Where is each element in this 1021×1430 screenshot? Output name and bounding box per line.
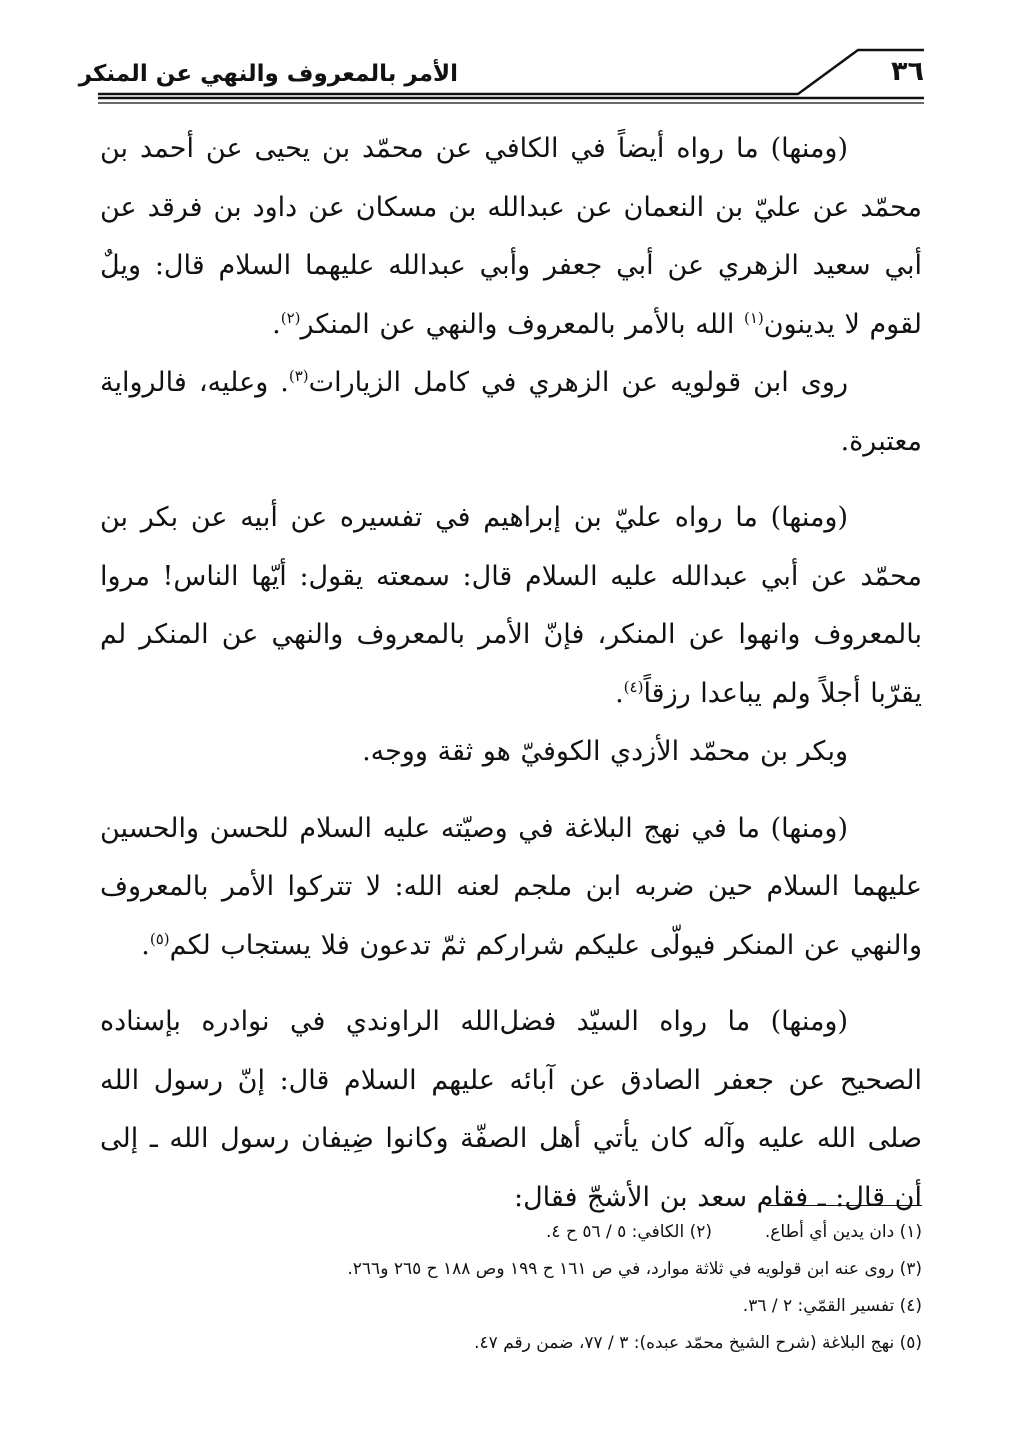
paragraph-6-text: (ومنها) ما رواه السيّد فضل‌الله الراوندي في نوادره بإسناده الصحيح عن جعفر الصادق عن آبائه عليهم السلام قال: إنّ رسول الله صلى الله عليه وآله كان يأتي أهل الصفّة وكانوا ضِيفان رسول الله ـ إلى أن قال: ـ فقام سعد بن الأشجّ فقال:: [100, 1006, 922, 1213]
footnote-row-1: [100, 1214, 922, 1251]
paragraph-1-text-a: (ومنها) ما رواه أيضاً في الكافي عن محمّد بن يحيى عن أحمد بن محمّد عن عليّ بن النعمان عن عبدالله بن مسكان عن داود بن فرقد عن أبي سعيد الزهري عن أبي جعفر وأبي عبدالله عليهما السلام قال: ويلٌ لقوم لا يدينون: [100, 133, 922, 340]
paragraph-5-text-b: .: [141, 929, 150, 961]
running-title: الأمر بالمعروف والنهي عن المنكر: [78, 61, 458, 87]
footnote-ref-2[interactable]: (٢): [280, 308, 301, 327]
paragraph-2: [100, 354, 922, 471]
paragraph-1-text-c: .: [272, 308, 281, 340]
footnote-separator: [766, 1205, 922, 1206]
paragraph-6: [100, 993, 922, 1227]
paragraph-3: [100, 489, 922, 723]
footnote-3: (٣) روى عنه ابن قولويه في ثلاثة موارد، في ص ١٦١ ح ١٩٩ وص ١٨٨ ح ٢٦٥ و٢٦٦.: [347, 1259, 922, 1279]
paragraph-3-text-a: (ومنها) ما رواه عليّ بن إبراهيم في تفسيره عن أبيه عن بكر بن محمّد عن أبي عبدالله عليه السلام قال: سمعته يقول: أيّها الناس! مروا بالمعروف وانهوا عن المنكر، فإنّ الأمر بالمعروف والنهي عن المنكر لم يقرّبا أجلاً ولم يباعدا رزقاً: [100, 502, 922, 709]
paragraph-3-text-b: .: [615, 677, 624, 709]
paragraph-2-text-a: روى ابن قولويه عن الزهري في كامل الزيارات: [308, 367, 848, 398]
footnote-ref-5[interactable]: (٥): [149, 929, 170, 948]
paragraph-5: [100, 800, 922, 976]
footnote-ref-1[interactable]: (١): [743, 308, 764, 327]
paragraph-5-text-a: (ومنها) ما في نهج البلاغة في وصيّته عليه السلام للحسن والحسين عليهما السلام حين ضربه ابن ملجم لعنه الله: لا تتركوا الأمر بالمعروف والنهي عن المنكر فيولّى عليكم شراركم ثمّ تدعون فلا يستجاب لكم: [100, 812, 922, 961]
main-text: [100, 120, 922, 1227]
footnote-1: (١) دان يدين أي أطاع.: [764, 1222, 922, 1242]
page-number: ٣٦: [891, 56, 924, 87]
footnote-5: (٥) نهج البلاغة (شرح الشيخ محمّد عبده): ٣ / ٧٧، ضمن رقم ٤٧.: [474, 1333, 922, 1353]
running-header: [78, 30, 924, 106]
paragraph-4: [100, 723, 922, 782]
paragraph-4-text: وبكر بن محمّد الأزدي الكوفيّ هو ثقة ووجه.: [362, 736, 848, 767]
footnotes: [100, 1214, 922, 1362]
footnote-ref-4[interactable]: (٤): [623, 677, 644, 696]
paragraph-1-text-b: الله بالأمر بالمعروف والنهي عن المنكر: [300, 308, 744, 340]
paragraph-2-text-b: . وعليه، فالرواية معتبرة.: [100, 367, 922, 457]
footnote-2: (٢) الكافي: ٥ / ٥٦ ح ٤.: [546, 1222, 712, 1242]
footnote-4: (٤) تفسير القمّي: ٢ / ٣٦.: [742, 1296, 922, 1316]
footnote-ref-3[interactable]: (٣): [288, 367, 309, 385]
paragraph-1: [100, 120, 922, 354]
